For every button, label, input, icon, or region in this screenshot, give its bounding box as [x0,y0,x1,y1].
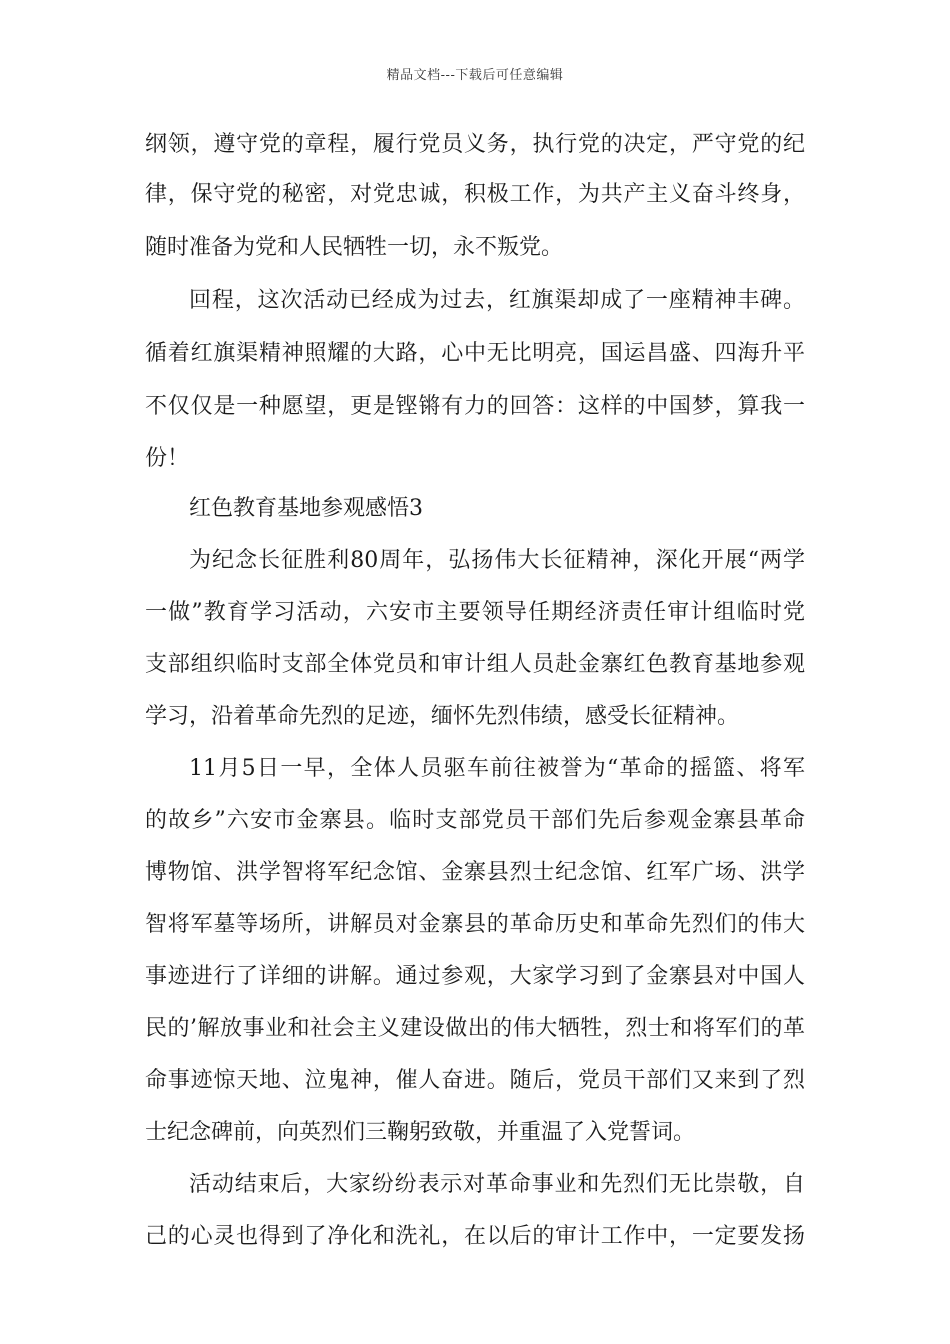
text-line: 支部组织临时支部全体党员和审计组人员赴金寨红色教育基地参观 [145,652,805,677]
text-line: 不仅仅是一种愿望，更是铿锵有力的回答：这样的中国梦，算我一 [145,394,805,419]
text-line: 民的’解放事业和社会主义建设做出的伟大牺牲，烈士和将军们的革 [145,1016,805,1041]
text-line: 博物馆、洪学智将军纪念馆、金寨县烈士纪念馆、红军广场、洪学 [145,860,805,885]
text-line: 的故乡”六安市金寨县。临时支部党员干部们先后参观金寨县革命 [145,808,805,833]
section-heading: 红色教育基地参观感悟3 [189,496,423,521]
text-line: 纲领，遵守党的章程，履行党员义务，执行党的决定，严守党的纪 [145,132,805,157]
text-line: 律，保守党的秘密，对党忠诚，积极工作，为共产主义奋斗终身， [145,182,805,207]
text-line: 随时准备为党和人民牺牲一切，永不叛党。 [145,235,564,260]
text-line: 回程，这次活动已经成为过去，红旗渠却成了一座精神丰碑。 [189,288,805,313]
text-line: 学习，沿着革命先烈的足迹，缅怀先烈伟绩，感受长征精神。 [145,704,740,729]
text-line: 智将军墓等场所，讲解员对金寨县的革命历史和革命先烈们的伟大 [145,912,805,937]
text-line: 份！ [145,446,190,471]
text-line: 事迹进行了详细的讲解。通过参观，大家学习到了金寨县对中国人 [145,964,805,989]
text-line: 士纪念碑前，向英烈们三鞠躬致敬，并重温了入党誓词。 [145,1120,696,1145]
text-line: 为纪念长征胜利80周年，弘扬伟大长征精神，深化开展“两学 [189,548,805,573]
text-line: 命事迹惊天地、泣鬼神，催人奋进。随后，党员干部们又来到了烈 [145,1068,805,1093]
text-line: 循着红旗渠精神照耀的大路，心中无比明亮，国运昌盛、四海升平 [145,341,805,366]
text-line: 活动结束后，大家纷纷表示对革命事业和先烈们无比崇敬，自 [189,1172,805,1197]
text-line: 一做”教育学习活动，六安市主要领导任期经济责任审计组临时党 [145,600,805,625]
page-header-watermark: 精品文档---下载后可任意编辑 [386,68,564,83]
text-line: 己的心灵也得到了净化和洗礼，在以后的审计工作中，一定要发扬 [145,1224,805,1249]
text-line: 11月5日一早，全体人员驱车前往被誉为“革命的摇篮、将军 [189,756,805,781]
